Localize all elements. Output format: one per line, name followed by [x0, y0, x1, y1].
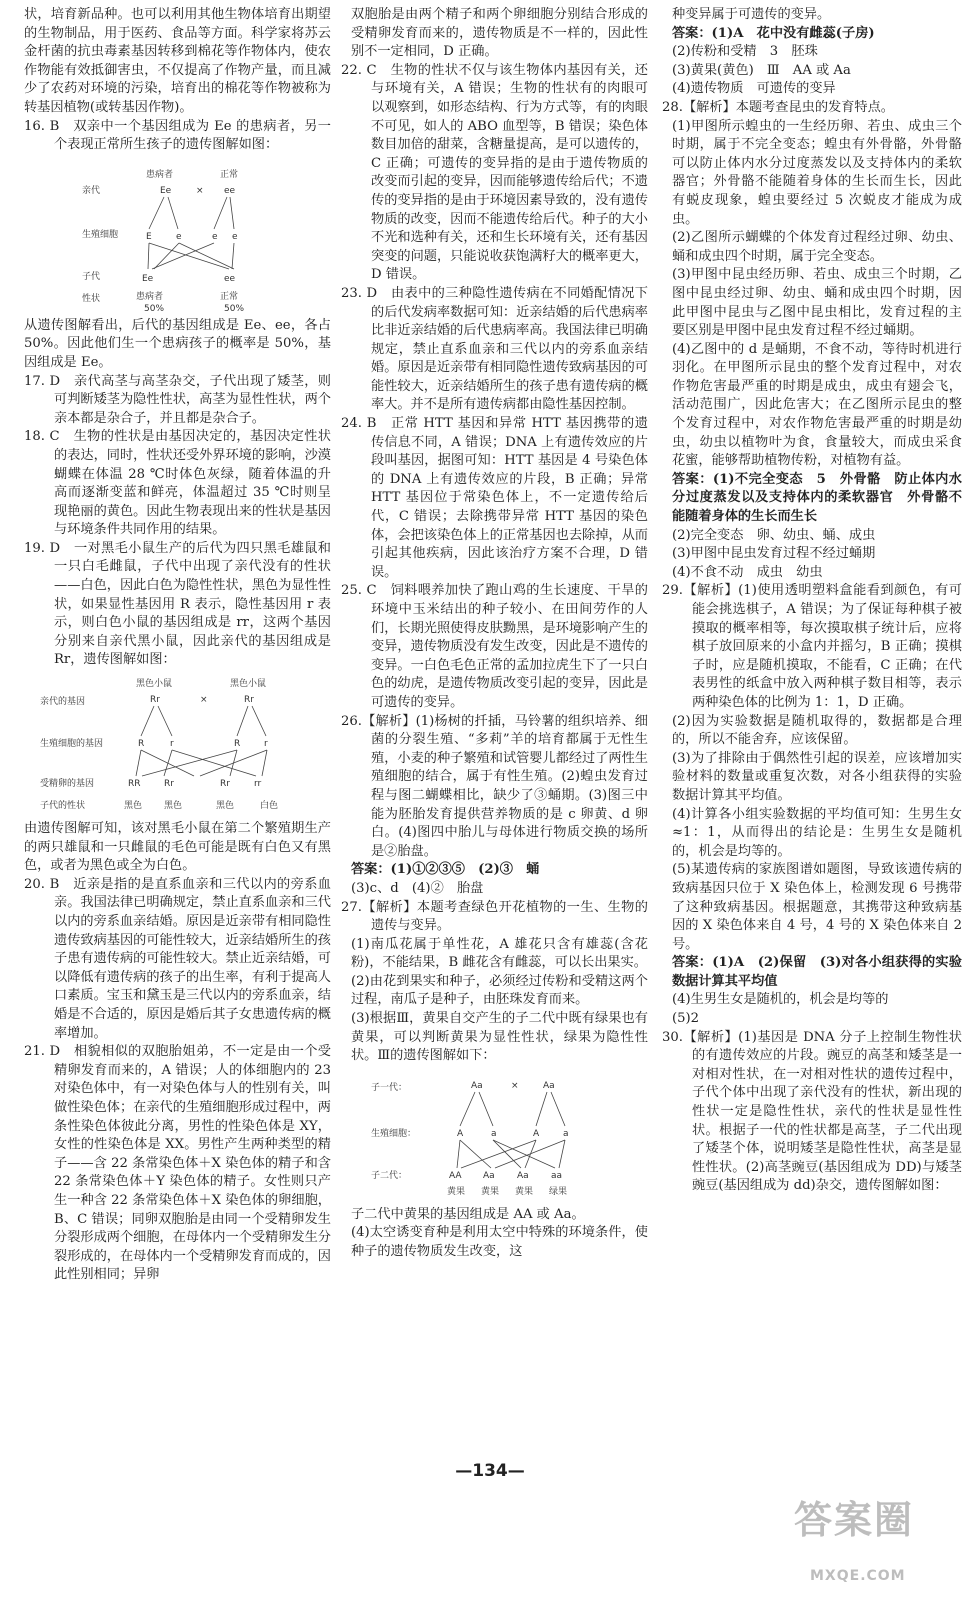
- genotype: Rr: [150, 695, 160, 706]
- inheritance-diagram-16: [24, 159, 331, 311]
- question-17: 17. D 亲代高茎与高茎杂交，子代出现了矮茎，则可判断矮茎为隐性性状，高茎为显性性状，两个亲本都是杂合子，并且都是杂合子。: [24, 373, 331, 426]
- gamete: a: [563, 1128, 569, 1139]
- paragraph: (2)由花到果实和种子，必须经过传粉和受精这两个过程，南瓜子是种子，由胚珠发育而来。: [351, 973, 648, 1008]
- paragraph: (2)因为实验数据是随机取得的，数据都是合理的，所以不能舍弃，应该保留。: [672, 713, 962, 748]
- question-16: 16. B 双亲中一个基因组成为 Ee 的患病者，另一个表现正常所生孩子的遗传图解如图：: [24, 118, 331, 153]
- answer-28: 答案：(1)不完全变态 5 外骨骼 防止体内水分过度蒸发以及支持体内的柔软器官 外骨骼不能随着身体的生长而生长: [672, 471, 962, 525]
- watermark-logo: [790, 1498, 970, 1595]
- row-label: 亲代: [82, 185, 101, 196]
- zygote: Rr: [220, 779, 230, 790]
- parent-label: 正常: [220, 169, 239, 180]
- answer-29: 答案：(1)A (2)保留 (3)对各小组获得的实验数据计算其平均值: [672, 955, 962, 989]
- genotype: Rr: [244, 695, 254, 706]
- gamete: A: [533, 1128, 540, 1139]
- paragraph: (2)乙图所示蝴蝶的个体发育过程经过卵、幼虫、蛹和成虫四个时期，属于完全变态。: [672, 230, 962, 264]
- row-label: 亲代的基因: [40, 697, 86, 708]
- gamete: e: [176, 231, 182, 242]
- paragraph: 种变异属于可遗传的变异。: [672, 7, 831, 22]
- gamete: r: [170, 739, 174, 750]
- question-24: 24. B 正常 HTT 基因和异常 HTT 基因携带的遗传信息不同，A 错误；DNA 上有遗传效应的片段叫基因，据图可知：HTT 基因是 4 号染色体的 DNA 上有遗传效应的片段，B 正确；异常 HTT 基因位于常染色体上，不一定遗传给后代，C 错误；去除携带异常 HTT 基因的染色体，会把该染色体上的正常基因也去除掉，从而引起其他疾病，因此该治疗方案不合理，D 错误。: [341, 416, 648, 580]
- paragraph: (3)为了排除由于偶然性引起的误差，应该增加实验材料的数量或重复次数，对各小组获得的实验数据计算其平均值。: [672, 750, 962, 803]
- row-label: 性状: [82, 293, 101, 304]
- trait: 黄果: [515, 1186, 534, 1197]
- question-18: 18. C 生物的性状是由基因决定的，基因决定性状的表达，同时，性状还受外界环境的影响，沙漠蝴蝶在体温 28 ℃时体色灰绿，随着体温的升高而逐渐变蓝和鲜亮，体温超过 35 ℃时则呈现艳丽的黄色。因此生物表现出来的性状是基因与环境条件共同作用的结果。: [24, 429, 331, 538]
- answer-27: 答案：(1)A 花中没有雌蕊(子房): [672, 25, 875, 41]
- parent-label: 黑色小鼠: [230, 679, 267, 690]
- cross-symbol: ×: [511, 1080, 519, 1091]
- paragraph: (4)计算各小组实验数据的平均值可知：生男生女≈1：1，从而得出的结论是：生男生女是随机的，机会是均等的。: [672, 806, 962, 859]
- row-label: 生殖细胞: [82, 229, 119, 240]
- gamete: r: [264, 739, 268, 750]
- gamete: A: [457, 1128, 464, 1139]
- answer-27: (2)传粉和受精 3 胚珠: [672, 44, 818, 60]
- row-label: 子二代：: [371, 1170, 408, 1181]
- genotype: ee: [224, 185, 236, 196]
- question-29: 29.【解析】(1)使用透明塑料盒能看到颜色，有可能会挑选棋子，A 错误；为了保证每种棋子被摸取的概率相等，每次摸取棋子统计后，应将棋子放回原来的小盒内并摇匀，B 正确；摸棋子时，应是随机摸取，不能看，C 正确；在代表男性的纸盒中放入两种棋子数目相等，表示两种染色体的比例为 1：1，D 正确。: [662, 583, 962, 710]
- answer-26: (3)c、d (4)② 胎盘: [351, 880, 484, 896]
- gamete: e: [232, 231, 238, 242]
- gamete: R: [234, 739, 241, 750]
- answer-26: 答案：(1)①②③⑤ (2)③ 蛹: [351, 862, 540, 878]
- answer-27: (4)遗传物质 可遗传的变异: [672, 81, 836, 97]
- question-22: 22. C 生物的性状不仅与该生物体内基因有关，还与环境有关，A 错误；生物的性状有的肉眼可以观察到，如形态结构、行为方式等，有的肉眼不可见，如人的 ABO 血型等，B 错误；染色体数目加倍的甜菜，含糖量提高，是可以遗传的，C 正确；可遗传的变异指的是由于遗传物质的改变而引起的变异，因而能够遗传给后代；不遗传的变异指的是由于环境因素导致的，没有遗传物质的改变，因而不能遗传给后代。种子的大小不光和选种有关，还和生长环境有关，还有基因突变的问题，只能说收获饱满籽大的概率更大，D 错误。: [341, 62, 648, 283]
- question-21: 21. D 相貌相似的双胞胎姐弟，不一定是由一个受精卵发育而来的，A 错误；人的体细胞内的 23 对染色体中，有一对染色体与人的性别有关，叫做性染色体；在亲代的生殖细胞形成过程中，两条性染色体彼此分离，男性的性染色体是 XY，女性的性染色体是 XX。男性产生两种类型的精子——含 22 条常染色体＋X 染色体的精子和含 22 条常染色体＋Y 染色体的精子。女性则只产生一种含 22 条常染色体＋X 染色体的卵细胞，B、C 错误；同卵双胞胎是由同一个受精卵发生分裂形成两个细胞，在母体内一个受精卵发生分裂形成的，在母体内一个受精卵发育而成的，因此性别相同；异卵: [24, 1044, 331, 1283]
- genotype: Aa: [543, 1080, 555, 1091]
- paragraph: 由遗传图解可知，该对黑毛小鼠在第二个繁殖期生产的两只雄鼠和一只雌鼠的毛色可能是既有白色又有黑色，或者为黑色或全为白色。: [24, 821, 331, 874]
- paragraph: (3)甲图中昆虫经历卵、若虫、成虫三个时期，乙图中昆虫经过卵、幼虫、蛹和成虫四个时期，因此甲图中昆虫与乙图中昆虫相比，发育过程的主要区别是甲图中昆虫发育过程不经过蛹期。: [672, 267, 962, 339]
- trait: 正常: [220, 291, 239, 302]
- answer-27: (3)黄果(黄色) Ⅲ AA 或 Aa: [672, 62, 851, 78]
- gamete: R: [138, 739, 145, 750]
- trait: 黑色: [216, 801, 235, 812]
- answer-28: (4)不食不动 成虫 幼虫: [672, 564, 823, 580]
- question-30: 30.【解析】(1)基因是 DNA 分子上控制生物性状的有遗传效应的片段。豌豆的高茎和矮茎是一对相对性状，在一对相对性状的遗传过程中，子代个体中出现了亲代没有的性状，新出现的性状一定是隐性性状，亲代的性状是显性性状。根据子一代的性状都是高茎，子二代出现了矮茎个体，说明矮茎是隐性性状，高茎是显性性状。(2)高茎豌豆(基因组成为 DD)与矮茎豌豆(基因组成为 dd)杂交，遗传图解如图：: [662, 1029, 962, 1194]
- offspring-genotype: Aa: [517, 1170, 529, 1181]
- trait: 黑色: [164, 801, 183, 812]
- trait: 黄果: [481, 1186, 500, 1197]
- question-28: 28.【解析】本题考查昆虫的发育特点。: [662, 99, 894, 115]
- watermark-url: MXQE.COM: [810, 1568, 906, 1584]
- trait: 黄果: [447, 1186, 466, 1197]
- paragraph: (4)乙图中的 d 是蛹期，不食不动，等待时机进行羽化。在甲图所示昆虫的整个发育过程中，对农作物危害最严重的时期是成虫，成虫有翅会飞，活动范围广，因此危害大；在乙图所示昆虫的整个发育过程中，对农作物危害最严重的时期是幼虫，幼虫以植物叶为食，食量较大，而成虫采食花蜜，能够帮助植物传粉，对植物有益。: [672, 341, 962, 469]
- genotype: Ee: [160, 185, 172, 196]
- question-27: 27.【解析】本题考查绿色开花植物的一生、生物的遗传与变异。: [341, 899, 648, 934]
- question-19: 19. D 一对黑毛小鼠生产的后代为四只黑毛雄鼠和一只白毛雌鼠，子代中出现了亲代没有的性状——白色，因此白色为隐性性状，黑色为显性性状，如果显性基因用 R 表示，隐性基因用 r 表示，则白色小鼠的基因组成是 rr，这两个基因分别来自亲代黑小鼠，因此亲代的基因组成是 Rr，遗传图解如图：: [24, 540, 331, 668]
- cross-symbol: ×: [196, 185, 204, 196]
- question-20: 20. B 近亲是指的是直系血亲和三代以内的旁系血亲。我国法律已明确规定，禁止直系血亲和三代以内的旁系血亲结婚。原因是近亲带有相同隐性遗传致病基因的可能性较大，近亲结婚所生的孩子患有遗传病的可能性较大。禁止近亲结婚，可以降低有遗传病的孩子的出生率，有利于提高人口素质。宝玉和黛玉是三代以内的旁系血亲，结婚是不合适的，原因是婚后其子女患遗传病的概率增加。: [24, 876, 331, 1041]
- genotype: Aa: [471, 1080, 483, 1091]
- paragraph: 双胞胎是由两个精子和两个卵细胞分别结合形成的受精卵发育而来的，遗传物质是不一样的，因此性别不一定相同，D 正确。: [351, 7, 648, 60]
- paragraph: (1)南瓜花属于单性花，A 雄花只含有雄蕊(含花粉)，不能结果，B 雌花含有雌蕊，可以长出果实。: [351, 936, 648, 971]
- question-25: 25. C 饲料喂养加快了跑山鸡的生长速度、干旱的环境中玉米结出的种子较小、在田间劳作的人们，长期光照使得皮肤黝黑，是环境影响产生的变异，遗传物质没有发生改变，因此是不遗传的变异。一白色毛色正常的孟加拉虎生下了一只白色的幼虎，是遗传物质改变引起的变异，因此是可遗传的变异。: [341, 583, 648, 710]
- answer-29: (4)生男生女是随机的，机会是均等的: [672, 992, 889, 1008]
- offspring-genotype: Ee: [142, 273, 154, 284]
- ratio: 50%: [224, 303, 245, 311]
- trait: 黑色: [124, 801, 143, 812]
- paragraph: (4)太空诱变育种是利用太空中特殊的环境条件，使种子的遗传物质发生改变，这: [351, 1225, 648, 1260]
- paragraph: (3)根据Ⅲ，黄果自交产生的子二代中既有绿果也有黄果，可以判断黄果为显性性状，绿果为隐性性状。Ⅲ的遗传图解如下：: [351, 1011, 648, 1064]
- row-label: 子一代：: [371, 1082, 408, 1093]
- answer-28: (3)甲图中昆虫发育过程不经过蛹期: [672, 546, 876, 562]
- page-number: —134—: [455, 1461, 525, 1481]
- paragraph: 子二代中黄果的基因组成是 AA 或 Aa。: [351, 1206, 585, 1222]
- paragraph: (1)甲图所示蝗虫的一生经历卵、若虫、成虫三个时期，属于不完全变态；蝗虫有外骨骼，外骨骼可以防止体内水分过度蒸发以及支持体内的柔软器官；外骨骼不能随着身体的生长而生长，因此有蜕皮现象，蝗虫要经过 5 次蜕皮才能成为成虫。: [672, 118, 962, 227]
- paragraph: 从遗传图解看出，后代的基因组成是 Ee、ee，各占 50%。因此他们生一个患病孩子的概率是 50%，基因组成是 Ee。: [24, 317, 331, 370]
- answer-28: (2)完全变态 卵、幼虫、蛹、成虫: [672, 527, 876, 543]
- paragraph: 状，培育新品种。也可以利用其他生物体培育出期望的生物制品，用于医药、食品等方面。科学家将苏云金杆菌的抗虫毒素基因转移到棉花等作物体内，使农作物能有效抵御害虫，不仅提高了作物产量，而且减少了农药对环境的污染，培育出的棉花等作物被称为转基因植物(或转基因作物)。: [24, 7, 331, 115]
- trait: 绿果: [549, 1186, 568, 1197]
- zygote: rr: [254, 779, 262, 790]
- row-label: 受精卵的基因: [40, 779, 95, 790]
- cross-symbol: ×: [200, 695, 208, 706]
- column-left: [24, 6, 331, 1285]
- inheritance-diagram-27: [341, 1070, 648, 1200]
- gamete: a: [491, 1128, 497, 1139]
- ratio: 50%: [144, 303, 165, 311]
- answer-29: (5)2: [672, 1011, 700, 1027]
- question-23: 23. D 由表中的三种隐性遗传病在不同婚配情况下的后代发病率数据可知：近亲结婚的后代患病率比非近亲结婚的后代患病率高。我国法律已明确规定，禁止直系血亲和三代以内的旁系血亲结婚。原因是近亲带有相同隐性遗传致病基因的可能性较大，近亲结婚所生的孩子患有遗传病的概率大。并不是所有遗传病都由隐性基因控制。: [341, 285, 648, 413]
- zygote: Rr: [164, 779, 174, 790]
- parent-label: 患病者: [146, 169, 174, 180]
- gamete: E: [146, 231, 152, 242]
- column-right: [662, 6, 962, 1196]
- offspring-genotype: ee: [224, 273, 236, 284]
- inheritance-diagram-19: [24, 674, 331, 814]
- paragraph: (5)某遗传病的家族图谱如题图，导致该遗传病的致病基因只位于 X 染色体上，检测发现 6 号携带了这种致病基因。根据题意，其携带这种致病基因的 X 染色体来自 4 号，4 号的 X 染色体来自 2 号。: [672, 862, 962, 952]
- row-label: 子代: [82, 271, 101, 282]
- zygote: RR: [128, 779, 141, 790]
- row-label: 生殖细胞的基因: [40, 739, 104, 750]
- gamete: e: [212, 231, 218, 242]
- trait: 白色: [260, 801, 279, 812]
- column-middle: [341, 6, 648, 1262]
- offspring-genotype: aa: [551, 1170, 563, 1181]
- question-26: 26.【解析】(1)杨树的扦插，马铃薯的组织培养、细菌的分裂生殖、“多莉”羊的培育都属于无性生殖，小麦的种子繁殖和试管婴儿都经过了两性生殖细胞的结合，属于有性生殖。(2)蝗虫发育过程与图二蝴蝶相比，缺少了③蛹期。(3)图三中能为胚胎发育提供营养物质的是 c 卵黄、d 卵白。(4)图四中胎儿与母体进行物质交换的场所是②胎盘。: [341, 713, 648, 859]
- offspring-genotype: AA: [449, 1170, 462, 1181]
- row-label: 生殖细胞：: [371, 1128, 417, 1139]
- watermark-text: 答案圈: [794, 1498, 915, 1542]
- trait: 患病者: [136, 291, 164, 302]
- offspring-genotype: Aa: [483, 1170, 495, 1181]
- parent-label: 黑色小鼠: [136, 679, 173, 690]
- row-label: 子代的性状: [40, 801, 86, 812]
